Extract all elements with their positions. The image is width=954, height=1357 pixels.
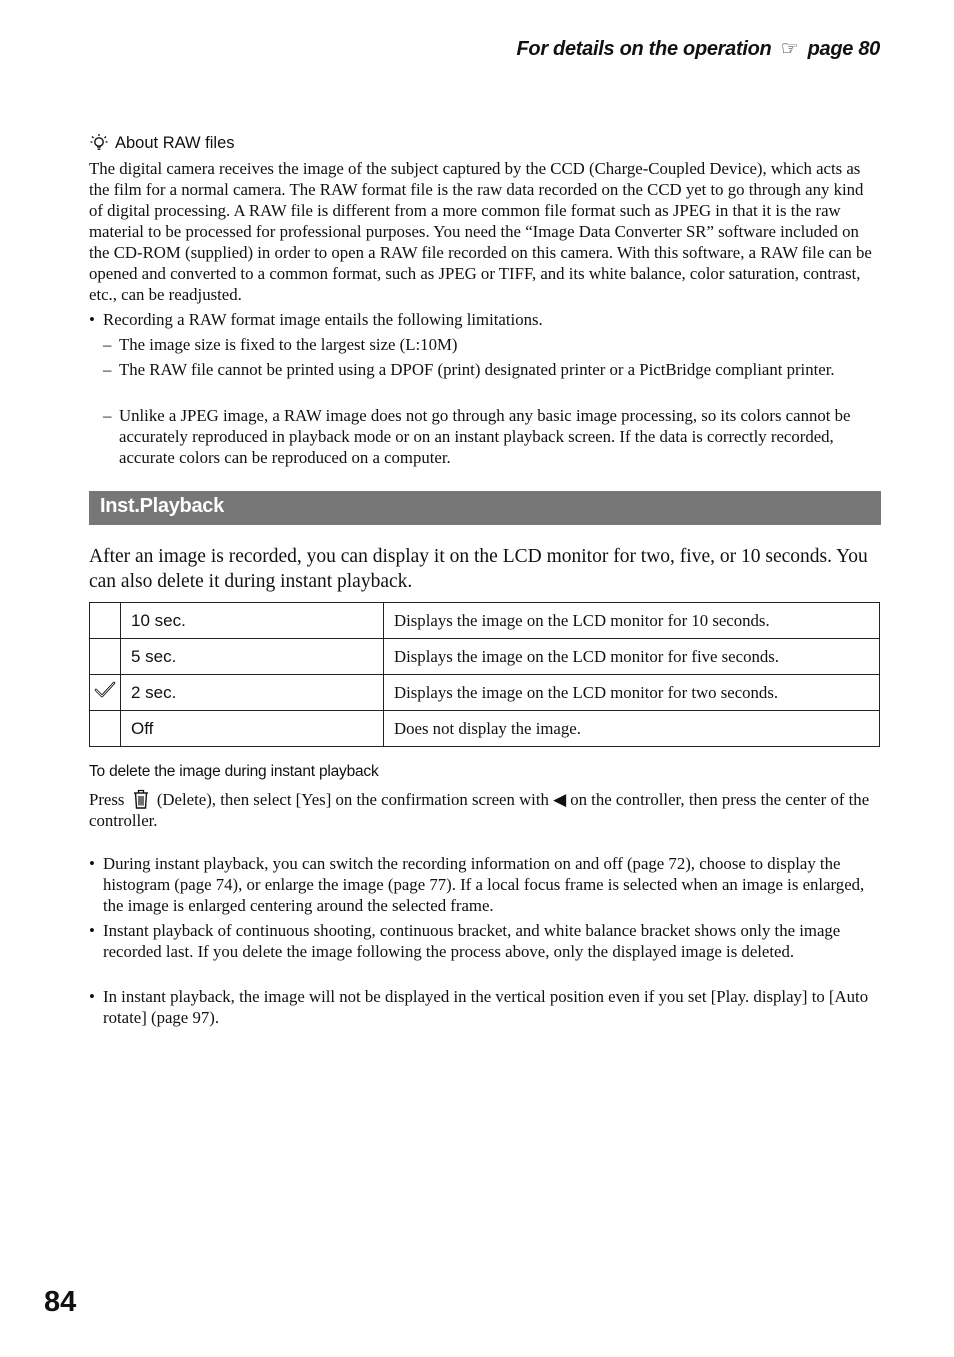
option-description: Displays the image on the LCD monitor for 10 seconds.	[384, 603, 880, 639]
default-mark-cell	[90, 675, 121, 711]
section-intro: After an image is recorded, you can display it on the LCD monitor for two, five, or 10 seconds. You can also delete it during instant playback.	[89, 546, 868, 592]
note-item: • During instant playback, you can switch the recording information on and off (page 72), choose to display the histogram (page 74), or enlarge the image (page 77). If a local focus frame is selected when an image is enlarged, the image is enlarged centering around the selected frame.	[89, 853, 879, 916]
checkmark-icon	[94, 681, 116, 699]
option-label: Off	[121, 711, 384, 747]
option-label: 10 sec.	[121, 603, 384, 639]
note-item: • Instant playback of continuous shooting, continuous bracket, and white balance bracket shows only the image recorded last. If you delete the image following the process above, only the displayed image is deleted.	[89, 920, 879, 962]
tip-dash-item: – The RAW file cannot be printed using a DPOF (print) designated printer or a PictBridge compliant printer.	[103, 359, 879, 380]
tip-dash-item: – Unlike a JPEG image, a RAW image does not go through any basic image processing, so its colors cannot be accurately reproduced in playback mode or on an instant playback screen. If the data is correctly recorded, accurate colors can be reproduced on a computer.	[103, 405, 879, 468]
tip-heading	[89, 133, 235, 153]
option-description: Displays the image on the LCD monitor for five seconds.	[384, 639, 880, 675]
delete-subheading: To delete the image during instant playback	[89, 763, 379, 780]
note-item: • In instant playback, the image will not be displayed in the vertical position even if you set [Play. display] to [Auto rotate] (page 97).	[89, 986, 879, 1028]
option-label: 2 sec.	[121, 675, 384, 711]
lightbulb-icon	[89, 133, 109, 153]
page-number: 84	[44, 1286, 77, 1318]
pointing-hand-icon: ☞	[780, 38, 799, 60]
option-label: 5 sec.	[121, 639, 384, 675]
delete-instructions	[89, 789, 879, 831]
tip-dash-item: – The image size is fixed to the largest size (L:10M)	[103, 334, 879, 355]
table-row	[90, 711, 880, 747]
section-title: Inst.Playback	[100, 495, 224, 517]
table-row	[90, 675, 880, 711]
delete-text-after: (Delete), then select [Yes] on the confirmation screen with ◀ on the controller, then press the center of the controller.	[89, 790, 870, 830]
reference-prefix: For details on the operation	[516, 38, 772, 60]
delete-text-before: Press	[89, 790, 125, 809]
section-title-bar	[89, 491, 881, 525]
table-row	[90, 603, 880, 639]
default-mark-cell	[90, 711, 121, 747]
option-description: Does not display the image.	[384, 711, 880, 747]
trash-icon	[133, 789, 149, 809]
tip-paragraph: The digital camera receives the image of the subject captured by the CCD (Charge-Coupled Device), which acts as the film for a normal camera. The RAW format file is the raw data recorded on the CCD yet to go through any kind of digital processing. A RAW file is different from a more common file format such as JPEG in that it is the raw material to be processed for professional purposes. You need the “Image Data Converter SR” software included on the CD-ROM (supplied) in order to open a RAW file recorded on this camera. With this software, a RAW file can be opened and converted to a common format, such as JPEG or TIFF, and its white balance, color saturation, contrast, etc., can be readjusted.	[89, 159, 872, 304]
options-table	[89, 602, 880, 747]
default-mark-cell	[90, 603, 121, 639]
page-reference-header	[516, 36, 880, 61]
option-description: Displays the image on the LCD monitor for two seconds.	[384, 675, 880, 711]
default-mark-cell	[90, 639, 121, 675]
tip-bullet: • Recording a RAW format image entails the following limitations.	[89, 309, 879, 330]
table-row	[90, 639, 880, 675]
reference-page: page 80	[807, 38, 880, 60]
tip-title: About RAW files	[115, 133, 235, 152]
